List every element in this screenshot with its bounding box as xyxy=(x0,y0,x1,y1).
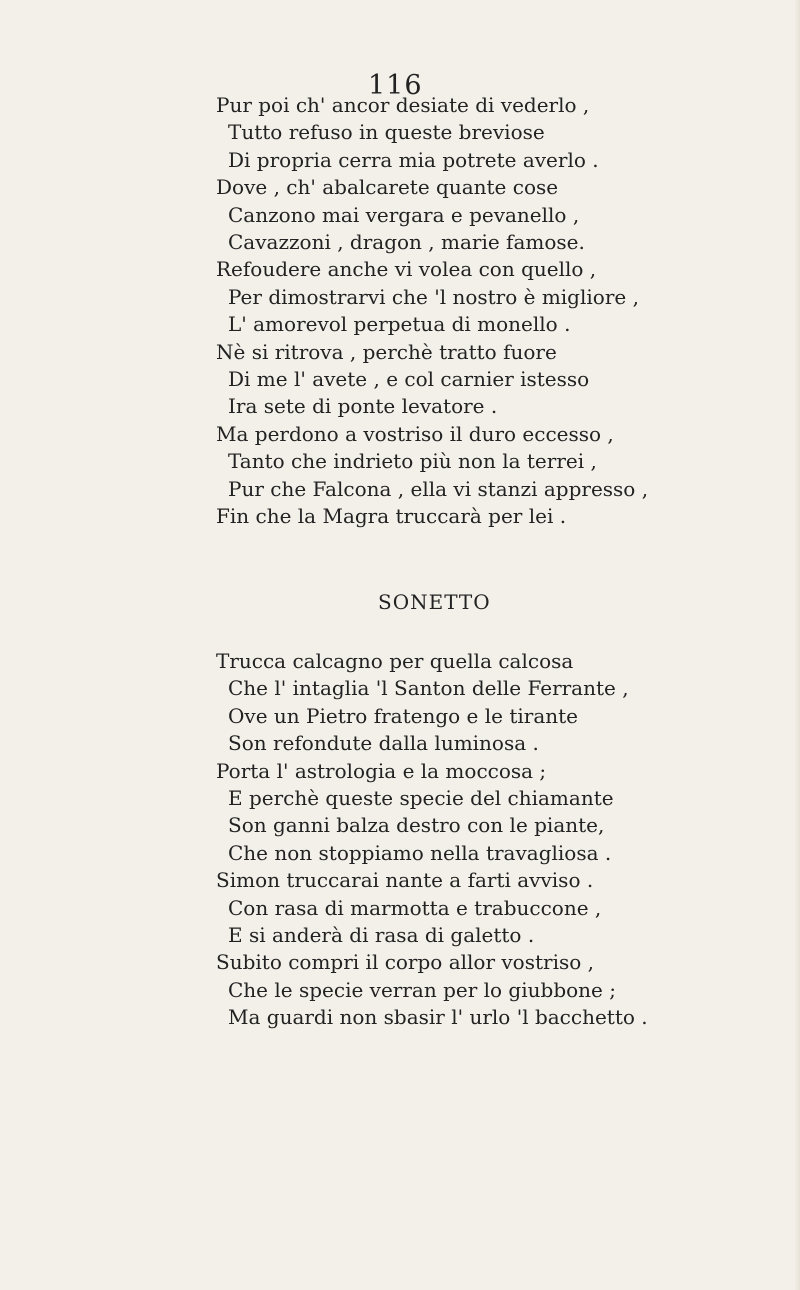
poem-line: Che non stoppiamo nella travagliosa . xyxy=(228,840,612,865)
poem-line: Tanto che indrieto più non la terrei , xyxy=(228,449,597,474)
poem-line: L' amorevol perpetua di monello . xyxy=(228,312,571,337)
poem-line: Subito compri il corpo allor vostriso , xyxy=(216,950,594,975)
poem-line: Con rasa di marmotta e trabuccone , xyxy=(228,895,602,920)
poem-line: E perchè queste specie del chiamante xyxy=(228,786,614,811)
poem-line: Ove un Pietro fratengo e le tirante xyxy=(228,703,578,728)
poem-line: Simon truccarai nante a farti avviso . xyxy=(216,868,594,893)
poem-line: Pur poi ch' ancor desiate di vederlo , xyxy=(216,93,590,117)
poem-line: Dove , ch' abalcarete quante cose xyxy=(216,175,559,200)
poem-line: Porta l' astrologia e la moccosa ; xyxy=(216,758,547,783)
poem-line: Canzono mai vergara e pevanello , xyxy=(228,202,580,227)
section-title: SONETTO xyxy=(378,590,491,614)
poem-line: E si anderà di rasa di galetto . xyxy=(228,923,535,948)
poem-line: Tutto refuso in queste breviose xyxy=(228,120,545,145)
poem-line: Pur che Falcona , ella vi stanzi appresso , xyxy=(228,476,649,501)
poem-terza-rima xyxy=(216,92,776,531)
page-number: 116 xyxy=(368,70,423,101)
page-edge-shadow xyxy=(794,0,800,1290)
poem-sonnet xyxy=(216,648,776,1032)
poem-line: Di me l' avete , e col carnier istesso xyxy=(228,367,590,392)
poem-line: Di propria cerra mia potrete averlo . xyxy=(228,147,599,172)
poem-line: Cavazzoni , dragon , marie famose. xyxy=(228,230,585,255)
poem-line: Ira sete di ponte levatore . xyxy=(228,394,498,419)
poem-line: Ma perdono a vostriso il duro eccesso , xyxy=(216,421,614,446)
poem-line: Nè si ritrova , perchè tratto fuore xyxy=(216,339,557,364)
poem-line: Fin che la Magra truccarà per lei . xyxy=(216,504,567,529)
poem-line: Son ganni balza destro con le piante, xyxy=(228,813,605,838)
poem-line: Trucca calcagno per quella calcosa xyxy=(216,649,574,673)
poem-line: Per dimostrarvi che 'l nostro è migliore , xyxy=(228,284,639,309)
poem-line: Che le specie verran per lo giubbone ; xyxy=(228,977,616,1002)
poem-line: Ma guardi non sbasir l' urlo 'l bacchetto . xyxy=(228,1005,648,1030)
poem-line: Son refondute dalla luminosa . xyxy=(228,731,539,756)
poem-line: Refoudere anche vi volea con quello , xyxy=(216,257,597,282)
poem-line: Che l' intaglia 'l Santon delle Ferrante , xyxy=(228,676,629,701)
